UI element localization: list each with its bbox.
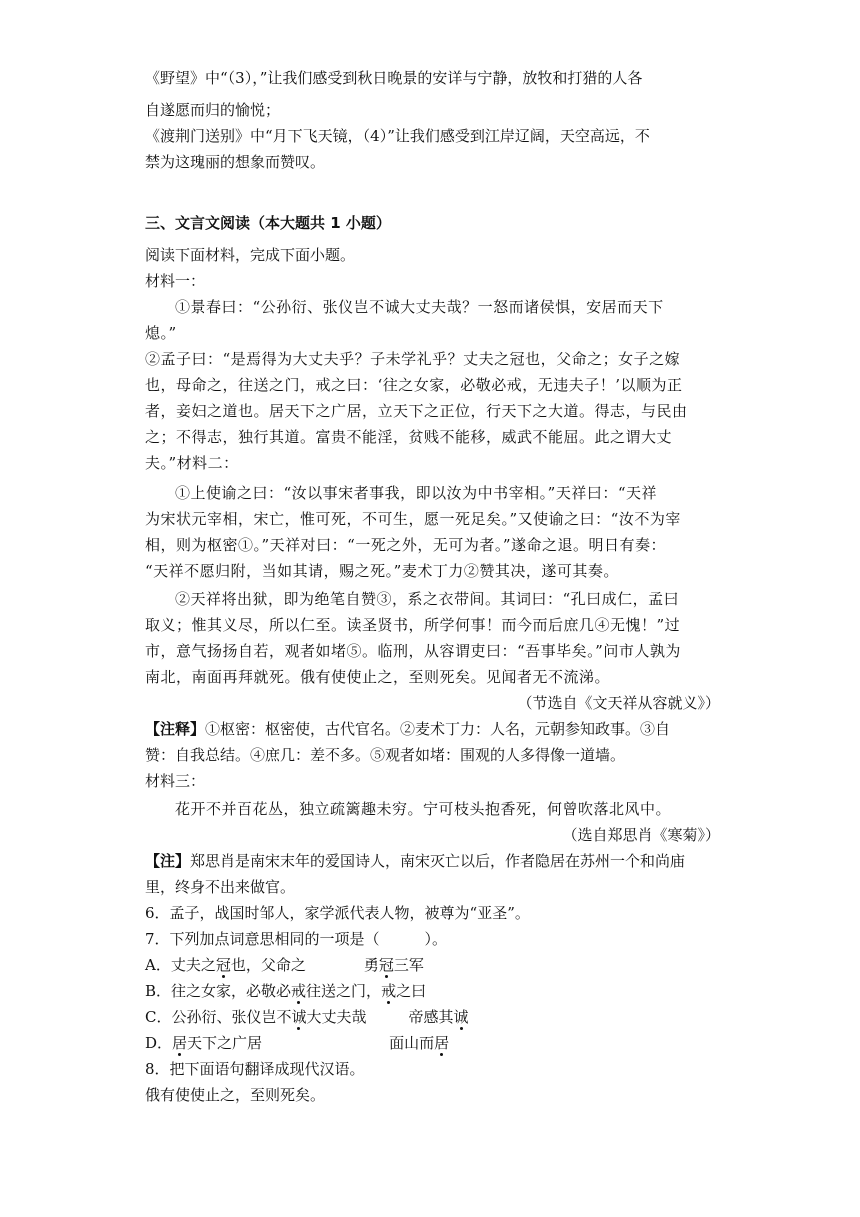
question-7-stem: 7．下列加点词意思相同的一项是（ ）。 [145,930,448,948]
dotted-word: 戒 [381,982,397,1000]
intro-line-2: 自遂愿而归的愉悦； [145,101,281,119]
material-1-line: 者，妾妇之道也。居天下之广居，立天下之正位，行天下之大道。得志，与民由 [145,402,688,420]
material-1-line: 夫。”材料二： [145,454,239,472]
material-1-line: 之；不得志，独行其道。富贵不能淫，贫贱不能移，威武不能屈。此之谓大丈 [145,428,673,446]
dotted-word: 冠 [215,956,231,974]
material-1-line: 熄。” [145,324,177,342]
option-b [145,981,426,1001]
option-text: 往送之门， [306,982,382,1000]
material-2-line: 市，意气扬扬自若，观者如堵⑤。临刑，从容谓吏曰：“吾事毕矣。”问市人孰为 [145,642,681,660]
note2-line-2: 里，终身不出来做官。 [145,878,296,896]
dotted-word: 戒 [291,982,307,1000]
notes-text: ①枢密：枢密使，古代官名。②麦术丁力：人名，元朝参知政事。③自 [205,720,671,738]
question-8-sentence: 俄有使使止之，至则死矣。 [145,1086,326,1104]
section-title: 三、文言文阅读（本大题共 1 小题） [145,214,391,232]
option-text: 帝感其 [408,1008,454,1026]
material-3-source: （选自郑思肖《寒菊》） [562,826,720,844]
option-text: 大丈夫哉 [306,1008,367,1026]
dotted-word: 诚 [291,1008,307,1026]
dotted-word: 诚 [453,1008,469,1026]
notes-line-2: 赞：自我总结。④庶几：差不多。⑤观者如堵：围观的人多得像一道墙。 [145,746,626,764]
intro-line-3: 《渡荆门送别》中“月下飞天镜，（4）”让我们感受到江岸辽阔，天空高远，不 [145,127,650,145]
question-6: 6．孟子，战国时邹人，家学派代表人物，被尊为“亚圣”。 [145,904,530,922]
dotted-word: 居 [172,1034,188,1052]
option-text: 勇 [363,956,379,974]
option-d [145,1033,449,1053]
note2-tag: 【注】 [145,852,191,870]
material-1-line: ①景春曰：“公孙衍、张仪岂不诚大丈夫哉？一怒而诸侯惧，安居而天下 [175,298,664,316]
option-c [145,1007,469,1027]
material-2-line: 为宋状元宰相，宋亡，惟可死，不可生，愿一死足矣。”又使谕之曰：“汝不为宰 [145,510,681,528]
material-2-line: ①上使谕之曰：“汝以事宋者事我，即以汝为中书宰相。”天祥曰：“天祥 [175,484,658,502]
material-2-source: （节选自《文天祥从容就义》） [517,694,720,712]
option-a [145,955,424,975]
material-2-line: “天祥不愿归附，当如其请，赐之死。”麦术丁力②赞其决，遂可其奏。 [145,562,619,580]
option-text: 面山而 [389,1034,435,1052]
material-1-line: 也，母命之，往送之门，戒之曰：‘往之女家，必敬必戒，无违夫子！’以顺为正 [145,376,683,394]
dotted-word: 冠 [378,956,394,974]
material-2-line: ②天祥将出狱，即为绝笔自赞③，系之衣带间。其词曰：“孔曰成仁，孟曰 [175,590,680,608]
material-2-line: 相，则为枢密①。”天祥对曰：“一死之外，无可为者。”遂命之退。明日有奏： [145,536,667,554]
intro-line-1: 《野望》中“（3），”让我们感受到秋日晚景的安详与宁静，放牧和打猎的人各 [145,69,643,87]
option-text: 三军 [393,956,424,974]
poem: 花开不并百花丛，独立疏篱趣未穷。宁可枝头抱香死，何曾吹落北风中。 [175,800,672,818]
option-text: C．公孙衍、张仪岂不 [145,1008,292,1026]
note2-line-1 [145,851,685,871]
material-2-line: 取义；惟其义尽，所以仁至。读圣贤书，所学何事！而今而后庶几④无愧！”过 [145,616,681,634]
option-text: A．丈夫之 [145,956,216,974]
material-2-line: 南北，南面再拜就死。俄有使使止之，至则死矣。见闻者无不流涕。 [145,668,611,686]
option-text: B．往之女家，必敬必 [145,982,292,1000]
option-text: 之曰 [396,982,427,1000]
material-3-label: 材料三： [145,772,206,790]
material-1-label: 材料一： [145,272,206,290]
material-1-line: ②孟子曰：“是焉得为大丈夫乎？子未学礼乎？丈夫之冠也，父命之；女子之嫁 [145,350,681,368]
dotted-word: 居 [434,1034,450,1052]
notes-line-1 [145,719,670,739]
question-8-stem: 8．把下面语句翻译成现代汉语。 [145,1060,365,1078]
option-text: D． [145,1034,173,1052]
instruction: 阅读下面材料，完成下面小题。 [145,246,356,264]
intro-line-4: 禁为这瑰丽的想象而赞叹。 [145,153,326,171]
note2-text: 郑思肖是南宋末年的爱国诗人，南宋灭亡以后，作者隐居在苏州一个和尚庙 [190,852,686,870]
option-text: 天下之广居 [187,1034,263,1052]
option-text: 也，父命之 [230,956,306,974]
notes-tag: 【注释】 [145,720,206,738]
